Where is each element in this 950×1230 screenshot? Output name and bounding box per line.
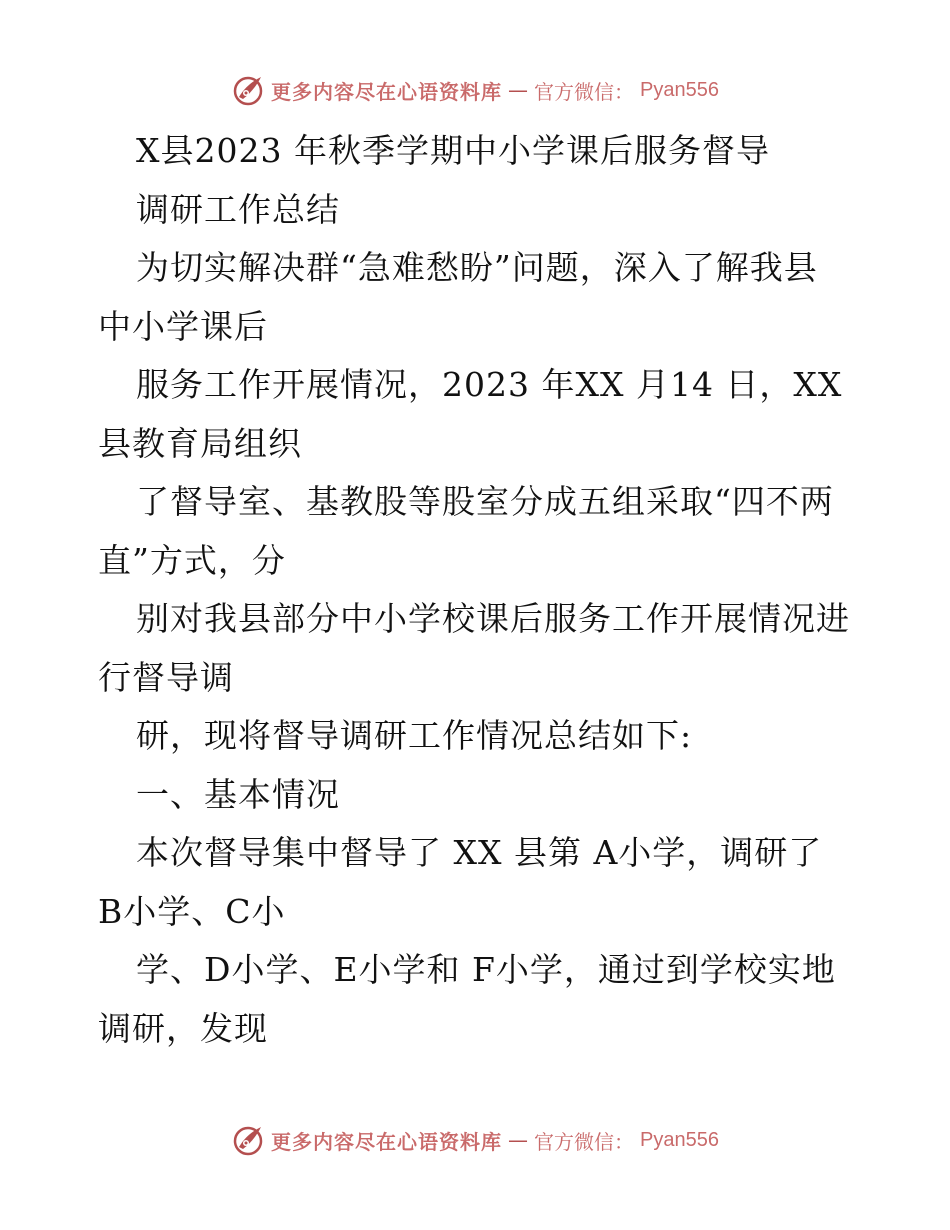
header-banner [0, 70, 950, 110]
banner-wechat-label: 官方微信： [534, 1129, 635, 1154]
paragraph-line: B小学、C小 [98, 891, 286, 931]
title-line-1: X县2023 年秋季学期中小学课后服务督导 [136, 131, 770, 170]
paragraph-line: 服务工作开展情况，2023 年XX 月14 日，XX [136, 365, 843, 404]
paragraph-line: 了督导室、基教股等股室分成五组采取“四不两 [136, 482, 834, 521]
quill-seal-icon [231, 1123, 265, 1157]
banner-dash: — [508, 78, 529, 102]
paragraph-line: 中小学课后 [98, 306, 268, 346]
paragraph-line: 本次督导集中督导了 XX 县第 A小学，调研了 [136, 833, 823, 872]
banner-dash: — [508, 1128, 529, 1152]
document-body [98, 122, 868, 1058]
paragraph-line: 别对我县部分中小学校课后服务工作开展情况进 [136, 599, 850, 638]
section-heading: 一、基本情况 [136, 774, 340, 814]
paragraph-line: 县教育局组织 [98, 423, 302, 463]
banner-text: 更多内容尽在心语资料库 [271, 79, 503, 104]
banner-wechat-id: Pyan556 [640, 1128, 719, 1151]
paragraph-line: 调研，发现 [98, 1008, 268, 1048]
paragraph-line: 学、D小学、E小学和 F小学，通过到学校实地 [136, 950, 836, 989]
banner-text: 更多内容尽在心语资料库 [271, 1129, 503, 1154]
title-line-2: 调研工作总结 [136, 189, 340, 229]
banner-wechat-label: 官方微信： [534, 79, 635, 104]
quill-seal-icon [231, 73, 265, 107]
banner-wechat-id: Pyan556 [640, 78, 719, 101]
paragraph-line: 研，现将督导调研工作情况总结如下: [136, 716, 693, 755]
paragraph-line: 行督导调 [98, 657, 234, 697]
paragraph-line: 为切实解决群“急难愁盼”问题，深入了解我县 [136, 248, 818, 287]
paragraph-line: 直”方式，分 [98, 540, 286, 580]
footer-banner [0, 1120, 950, 1160]
